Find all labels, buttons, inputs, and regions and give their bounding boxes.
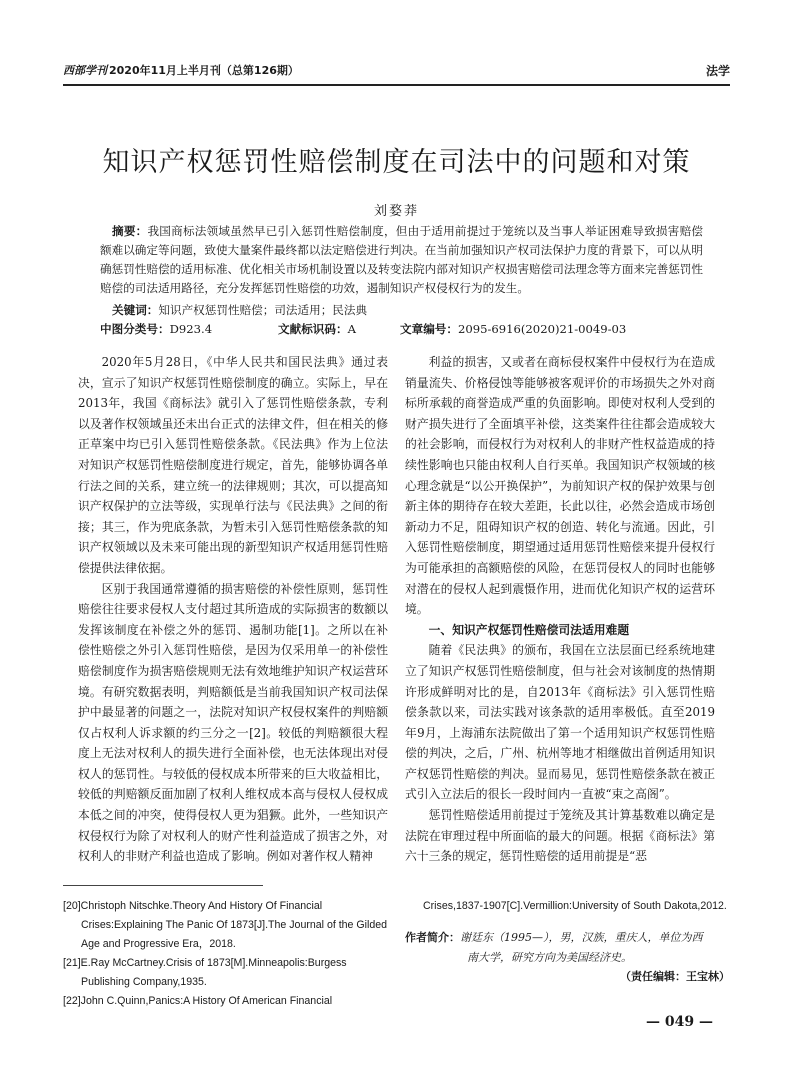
doc-code-value: A	[347, 322, 356, 336]
reference-continuation: Crises:Explaining The Panic Of 1873[J].The Journal of the Gilded Age and Progressive Era，2018.	[81, 919, 388, 950]
keywords-text: 知识产权惩罚性赔偿；司法适用；民法典	[158, 303, 368, 317]
reference-item	[63, 992, 388, 1011]
clc-value: D923.4	[169, 322, 213, 336]
references-left	[63, 897, 388, 1011]
doc-code-label: 文献标识码：	[278, 322, 348, 336]
issue-info: 2020年11月上半月刊（总第126期）	[109, 64, 299, 77]
footnote-rule	[63, 885, 263, 886]
running-header	[63, 62, 730, 82]
reference-item	[63, 954, 388, 973]
author-bio	[405, 928, 730, 986]
journal-logo: 西部学刊	[63, 64, 107, 77]
section-heading: 一、知识产权惩罚性赔偿司法适用难题	[428, 622, 630, 637]
section-label: 法学	[705, 64, 730, 78]
bio-line: 谢廷东（1995—），男，汉族，重庆人，单位为西	[460, 931, 703, 944]
body-column-left	[78, 352, 388, 867]
reference-item	[63, 897, 388, 916]
clc-label: 中图分类号：	[100, 322, 170, 336]
body-column-right	[405, 352, 715, 867]
reference-continuation: Publishing Company,1935.	[81, 976, 207, 988]
paragraph: 惩罚性赔偿适用前提过于笼统及其计算基数难以确定是法院在审理过程中所面临的最大的问题。根据《商标法》第六十三条的规定，惩罚性赔偿的适用前提是“恶	[405, 808, 715, 864]
paragraph: 区别于我国通常遵循的损害赔偿的补偿性原则，惩罚性赔偿往往要求侵权人支付超过其所造成的实际损害的数额以发挥该制度在补偿之外的惩罚、遏制功能[1]。之所以在补偿性赔偿之外引入惩罚性赔偿，是因为仅采用单一的补偿性赔偿制度作为损害赔偿规则无法有效地维护知识产权运营环境。有研究数据表明，判赔额低是当前我国知识产权司法保护中最显著的问题之一，法院对知识产权侵权案件的判赔额仅占权利人诉求额的约三分之一[2]。较低的判赔额很大程度上无法对权利人的损失进行全面补偿，也无法体现出对侵权人的惩罚性。与较低的侵权成本所带来的巨大收益相比，较低的判赔额反面加剧了权利人维权成本高与侵权人侵权成本低之间的冲突，使得侵权人更为猖獗。此外，一些知识产权侵权行为除了对权利人的财产性利益造成了损害之外，对权利人的非财产利益也造成了影响。例如对著作权人精神	[78, 581, 388, 864]
article-author: 刘婺莽	[373, 204, 419, 219]
abstract-text: 我国商标法领域虽然早已引入惩罚性赔偿制度，但由于适用前提过于笼统以及当事人举证困难导致损害赔偿额难以确定等问题，致使大量案件最终都以法定赔偿进行判决。在当前加强知识产权司法保护力度的背景下，可以从明确惩罚性赔偿的适用标准、优化相关市场机制设置以及转变法院内部对知识产权损害赔偿司法理念等方面来完善惩罚性赔偿的司法适用路径，充分发挥惩罚性赔偿的功效，遏制知识产权侵权行为的发生。	[100, 224, 703, 295]
paragraph: 随着《民法典》的颁布，我国在立法层面已经系统地建立了知识产权惩罚性赔偿制度，但与社会对该制度的热情期许形成鲜明对比的是，自2013年《商标法》引入惩罚性赔偿条款以来，司法实践对该条款的适用率极低。直至2019年9月，上海浦东法院做出了第一个适用知识产权惩罚性赔偿的判决，之后，广州、杭州等地才相继做出首例适用知识产权惩罚性赔偿的判决。显而易见，惩罚性赔偿条款在被正式引入立法后的很长一段时间内一直被“束之高阁”。	[405, 643, 715, 802]
page-number: — 049 —	[646, 1014, 713, 1030]
keywords	[100, 301, 703, 320]
article-no-value: 2095-6916(2020)21-0049-03	[457, 322, 627, 336]
journal-issue	[63, 62, 299, 78]
keywords-label: 关键词：	[112, 303, 159, 317]
responsible-editor: （责任编辑：王宝林）	[620, 970, 730, 983]
header-rule	[63, 84, 730, 86]
abstract	[100, 222, 703, 298]
reference-continuation: Crises,1837-1907[C].Vermillion:University of South Dakota,2012.	[423, 900, 727, 912]
reference-line: [20]Christoph Nitschke.Theory And History Of Financial	[63, 900, 323, 912]
article-no-label: 文章编号：	[400, 322, 458, 336]
paragraph: 2020年5月28日，《中华人民共和国民法典》通过表决，宣示了知识产权惩罚性赔偿制度的确立。实际上，早在2013年，我国《商标法》就引入了惩罚性赔偿条款，专利以及著作权领域虽还未出台正式的法律文件，但在相关的修正草案中均已引入惩罚性赔偿条款。《民法典》作为上位法对知识产权惩罚性赔偿制度进行规定，首先，能够协调各单行法之间的关系，建立统一的法律规则；其次，可以提高知识产权保护的立法等级，实现单行法与《民法典》之间的衔接；其三，作为兜底条款，为暂未引入惩罚性赔偿条款的知识产权领域以及未来可能出现的新型知识产权适用惩罚性赔偿提供法律依据。	[78, 355, 388, 575]
abstract-label: 摘要：	[112, 224, 148, 238]
bio-line: 南大学，研究方向为美国经济史。	[467, 951, 632, 964]
reference-line: [22]John C.Quinn,Panics:A History Of American Financial	[63, 995, 333, 1007]
reference-line: [21]E.Ray McCartney.Crisis of 1873[M].Minneapolis:Burgess	[63, 957, 347, 969]
references-right	[405, 897, 730, 986]
article-title: 知识产权惩罚性赔偿制度在司法中的问题和对策	[102, 147, 691, 178]
bio-label: 作者简介：	[405, 931, 460, 944]
paragraph: 利益的损害，又或者在商标侵权案件中侵权行为在造成销量流失、价格侵蚀等能够被客观评价的市场损失之外对商标所承载的商誉造成严重的负面影响。即使对权利人受到的财产损失进行了全面填平补偿，这类案件往往都会造成较大的社会影响，而侵权行为对权利人的非财产性权益造成的持续性影响也只能由权利人自行买单。我国知识产权领域的核心理念就是“以公开换保护”，为前知识产权的保护效果与创新主体的期待存在较大差距，长此以往，必然会造成市场创新动力不足，阻碍知识产权的创造、转化与流通。因此，引入惩罚性赔偿制度，期望通过适用惩罚性赔偿来提升侵权行为可能承担的高额赔偿的风险，在惩罚侵权人的同时也能够对潜在的侵权人起到震慑作用，进而优化知识产权的运营环境。	[405, 355, 715, 617]
